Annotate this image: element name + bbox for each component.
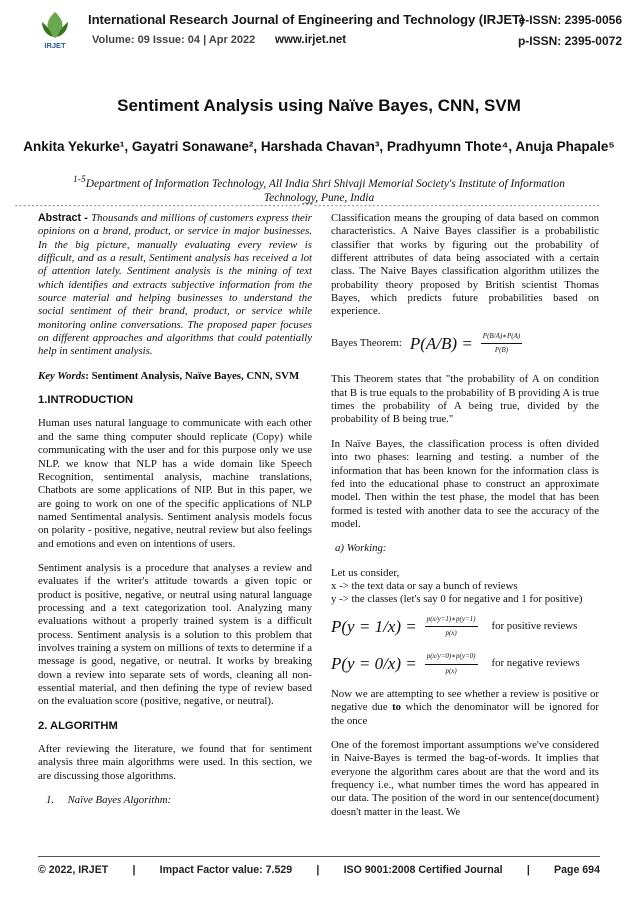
e-issn: e-ISSN: 2395-0056 bbox=[518, 13, 622, 27]
x-definition: x -> the text data or say a bunch of reviews bbox=[331, 579, 518, 592]
journal-website: www.irjet.net bbox=[275, 34, 347, 46]
bayes-fraction bbox=[481, 330, 522, 358]
algorithm-item-1: 1. Naïve Bayes Algorithm: bbox=[46, 794, 172, 807]
left-column bbox=[38, 212, 312, 818]
author-list: Ankita Yekurke¹, Gayatri Sonawane², Harshada Chavan³, Pradhyumn Thote⁴, Anuja Phapale⁵ bbox=[23, 139, 615, 154]
algorithm-paragraph-1: After reviewing the literature, we found that for sentiment analysis three main algorithms were used. In this section, we are discussing those algorithms. bbox=[38, 743, 312, 782]
bayes-lhs: P(A/B) = bbox=[409, 333, 473, 353]
eq2-denominator: p(x) bbox=[445, 666, 457, 675]
eq1-lhs: P(y = 1/x) = bbox=[331, 616, 417, 636]
p4-text-a: Now we are attempting to see whether a review is positive or negative due bbox=[331, 687, 599, 714]
footer-separator: | bbox=[526, 864, 530, 876]
p4-text-bold: to bbox=[392, 701, 402, 714]
right-paragraph-1: Classification means the grouping of data based on common characteristics. A Naive Bayes classifier is a probabilistic classifier that works by figuring out the probability of different attributes of data being associated with a certain class. The Naive Bayes classification algorithm utilizes the probability theory proposed by British scientist Thomas Bayes, which predicts future probabilities based on experience. bbox=[331, 212, 599, 318]
eq2-fraction bbox=[425, 650, 478, 678]
algorithm-heading: 2. ALGORITHM bbox=[38, 719, 118, 732]
y-definition: y -> the classes (let's say 0 for negative and 1 for positive) bbox=[331, 593, 583, 606]
abstract bbox=[38, 212, 312, 359]
footer bbox=[38, 864, 600, 876]
footer-separator: | bbox=[132, 864, 136, 876]
abstract-text: Thousands and millions of customers express their opinions on a brand, product, or service in major businesses. In the big picture, manually evaluating every review is difficult, and as a result, Sentiment analysis has received a lot of attention lately. Sentiment analysis is the mining of text which identifies and extracts subjective information from the source material and helping businesses to understand the social sentiment of their brand, product, or service while monitoring online conversations. The proposed paper focuses on different approaches and algorithms that could potentially help in sentiment analysis. bbox=[38, 212, 312, 358]
keywords-label: Key Words bbox=[38, 369, 86, 382]
intro-heading: 1.INTRODUCTION bbox=[38, 394, 134, 407]
eq2-numerator: p(x/y=0)∗p(y=0) bbox=[425, 650, 478, 664]
logo-text: IRJET bbox=[44, 41, 66, 50]
keywords bbox=[38, 370, 312, 383]
paper-title: Sentiment Analysis using Naïve Bayes, CNN, SVM bbox=[117, 96, 521, 115]
footer-iso: ISO 9001:2008 Certified Journal bbox=[343, 864, 503, 876]
definitions bbox=[331, 567, 599, 607]
right-paragraph-2: This Theorem states that "the probability of A on condition that B is true equals to the probability of B providing A is true times the probability of A being true, divided by the probability of B being true." bbox=[331, 373, 599, 426]
right-paragraph-4 bbox=[331, 688, 599, 728]
right-paragraph-3: In Naïve Bayes, the classification process is often divided into two phases: learning and testing. a number of the information that has been known for the information class is fed into the educational phase to construct an approximate model. Then within the test phase, the model that has been formed is tested with another data to see the accuracy of the model. bbox=[331, 437, 599, 530]
footer-separator: | bbox=[316, 864, 320, 876]
intro-paragraph-1: Human uses natural language to communicate with each other and the same thing computer should replicate (Copy) while communicating with the user and for this purpose only we use NLP. we know that NLP has a wide domain like Speech Recognition, sentimental analysis, machine translations, Chatbots are some applications of NIP. But in this paper, we are going to work on one of the specific applications of NLP named Sentimental analysis. Sentiment analysis models focus on polarity - positive, negative, neutral review but also feelings and emotions and even on intentions of users. bbox=[38, 417, 312, 550]
eq1-fraction bbox=[425, 613, 478, 641]
affiliation-text: Department of Information Technology, All India Shri Shivaji Memorial Society's Institute of Information Technology, Pune, India bbox=[85, 177, 565, 204]
p-issn: p-ISSN: 2395-0072 bbox=[517, 34, 622, 48]
bayes-theorem bbox=[331, 330, 599, 358]
bayes-denominator: P(B) bbox=[494, 346, 509, 355]
bayes-label: Bayes Theorem: bbox=[331, 336, 402, 349]
footer-rule bbox=[38, 856, 600, 857]
irjet-logo-icon bbox=[38, 10, 72, 50]
right-paragraph-5: One of the foremost important assumptions we've considered in Naive-Bayes is termed the bag-of-words. It implies that everyone the algorithm cares about are that the word and its frequency i.e., what number times the word has appeared in our data. The position of the word in our sentence(document) doesn't matter in the least. We bbox=[331, 739, 599, 818]
working-heading: a) Working: bbox=[335, 542, 387, 555]
footer-copyright: © 2022, IRJET bbox=[38, 864, 109, 876]
p4-text-c: which the denominator will be ignored for the once bbox=[331, 701, 599, 727]
intro-paragraph-2: Sentiment analysis is a procedure that analyses a review and evaluates if the writer's attitude towards a given topic or product is positive, negative, or neutral using natural language processing and a text categorization tool. Analyzing many evaluations without a properly trained system is a difficult process. Sentiment analysis is a solution to this problem that involves training a system on millions of texts to determine if a message is good, negative, or neutral. It works by breaking down a review into separate sets of words, cleaning all non-essential material, and then defining the type of review based on the evaluation score (positive, negative, or neutral). bbox=[38, 561, 312, 708]
equation-positive bbox=[331, 613, 599, 641]
consider-line: Let us consider, bbox=[331, 566, 400, 579]
eq1-numerator: p(x/y=1)∗p(y=1) bbox=[425, 613, 478, 627]
eq2-lhs: P(y = 0/x) = bbox=[331, 654, 417, 674]
equation-negative bbox=[331, 650, 599, 678]
header-separator: ---------------------------------------------------------------------***--------------------------------------------------------------------- bbox=[14, 203, 601, 211]
bayes-numerator: P(B/A)∗P(A) bbox=[481, 330, 522, 344]
footer-page-number: Page 694 bbox=[554, 864, 600, 876]
eq2-label: for negative reviews bbox=[491, 657, 580, 670]
abstract-label: Abstract - bbox=[38, 212, 92, 224]
footer-impact-factor: Impact Factor value: 7.529 bbox=[159, 864, 293, 876]
eq1-denominator: p(x) bbox=[445, 628, 457, 637]
journal-title: International Research Journal of Engineering and Technology (IRJET) bbox=[88, 12, 525, 27]
affiliation-superscript: 1-5 bbox=[73, 175, 86, 185]
keywords-text: : Sentiment Analysis, Naïve Bayes, CNN, SVM bbox=[85, 369, 300, 382]
right-column bbox=[331, 212, 599, 830]
volume-issue: Volume: 09 Issue: 04 | Apr 2022 bbox=[92, 34, 256, 46]
affiliation bbox=[60, 173, 578, 205]
eq1-label: for positive reviews bbox=[491, 619, 578, 632]
